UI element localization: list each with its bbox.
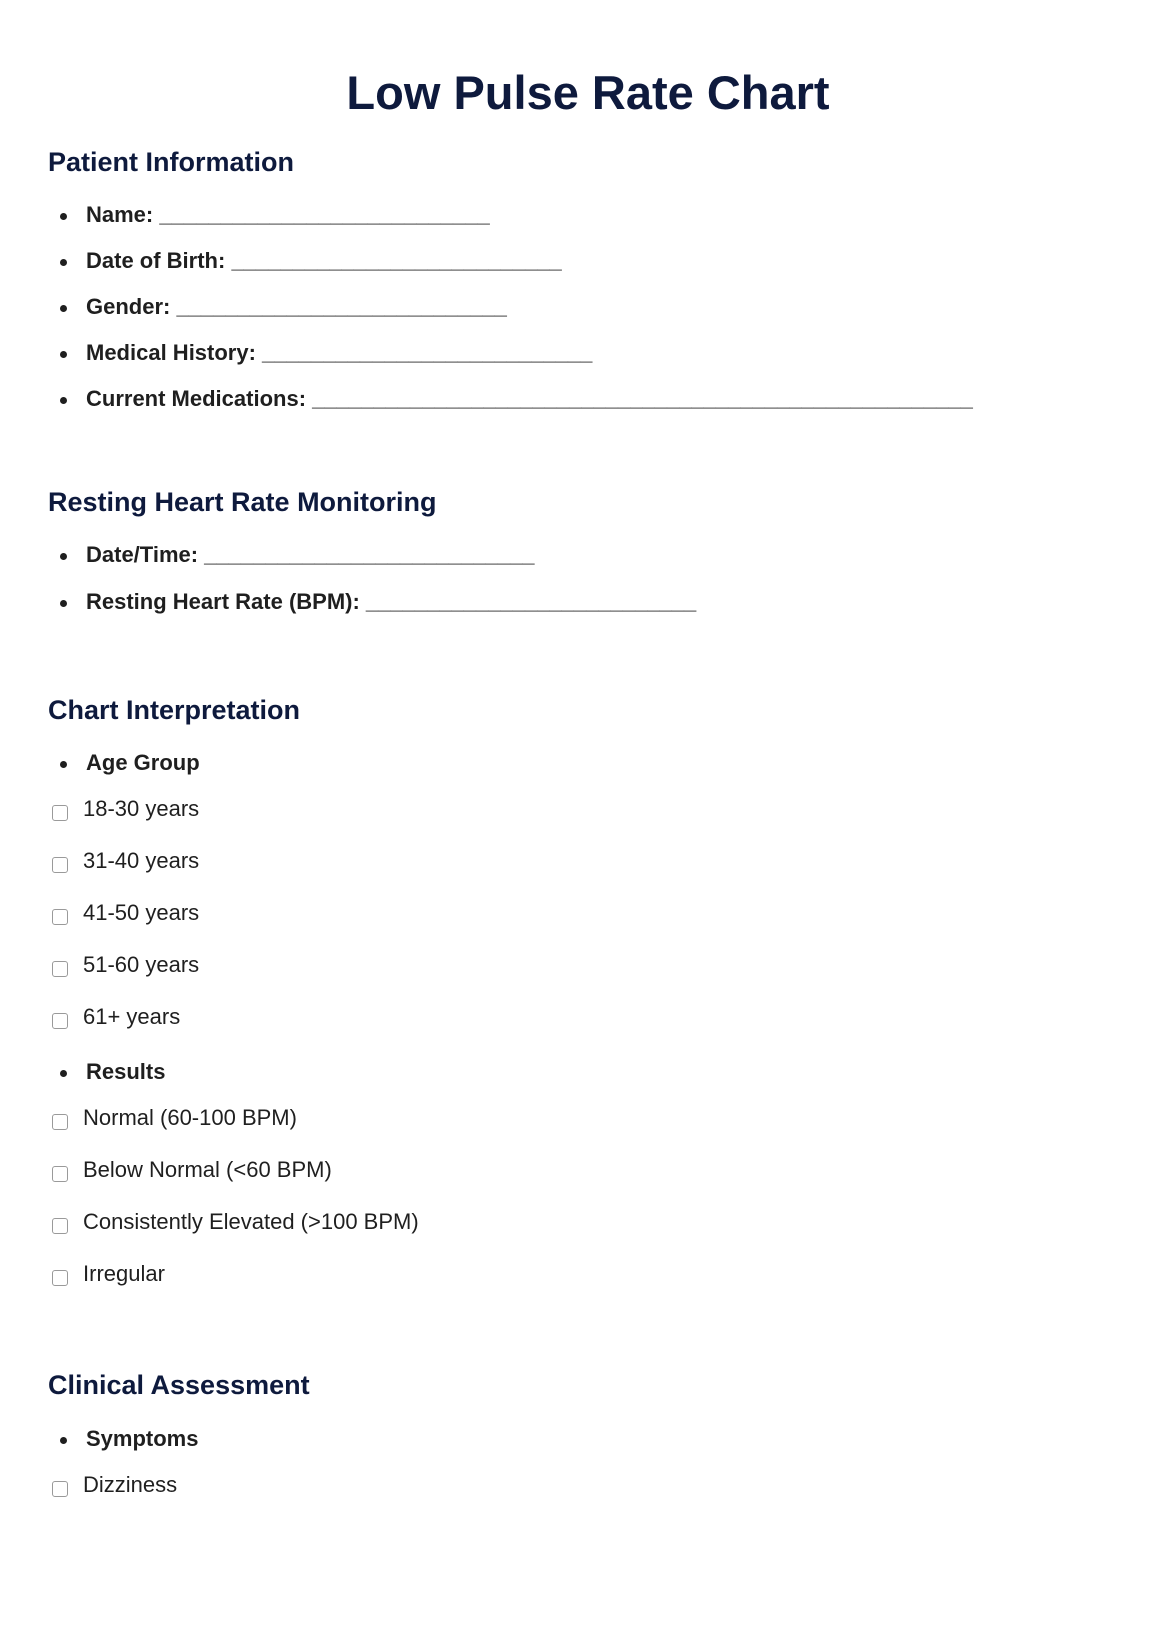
checkbox-label: 31-40 years (83, 848, 200, 873)
page-title: Low Pulse Rate Chart (346, 66, 830, 119)
checkbox[interactable] (52, 857, 68, 873)
checkbox[interactable] (52, 961, 68, 977)
field-gender[interactable]: Gender: ___________________________ (60, 293, 507, 321)
checkbox-label: Normal (60-100 BPM) (83, 1105, 297, 1130)
checkbox[interactable] (52, 1166, 68, 1182)
checkbox-row-age-41-50[interactable] (52, 899, 199, 927)
checkbox-row-result-below-normal[interactable] (52, 1156, 332, 1184)
checkbox[interactable] (52, 1013, 68, 1029)
checkbox-label: 18-30 years (83, 796, 200, 821)
field-medical-history[interactable]: Medical History: ___________________________ (60, 339, 592, 367)
field-date-time[interactable]: Date/Time: ___________________________ (60, 541, 535, 569)
subheading-results: Results (60, 1058, 165, 1086)
section-heading-chart-interpretation: Chart Interpretation (48, 695, 301, 725)
checkbox[interactable] (52, 909, 68, 925)
checkbox-row-age-61-plus[interactable] (52, 1003, 180, 1031)
checkbox[interactable] (52, 1114, 68, 1130)
checkbox-row-age-18-30[interactable] (52, 795, 199, 823)
checkbox-label: Consistently Elevated (>100 BPM) (83, 1209, 419, 1234)
checkbox[interactable] (52, 1218, 68, 1234)
checkbox-label: 61+ years (83, 1004, 181, 1029)
checkbox-row-age-51-60[interactable] (52, 951, 199, 979)
field-name[interactable]: Name: ___________________________ (60, 201, 490, 229)
subheading-symptoms: Symptoms (60, 1425, 198, 1453)
checkbox-label: Irregular (83, 1261, 165, 1286)
checkbox[interactable] (52, 1270, 68, 1286)
checkbox-row-result-normal[interactable] (52, 1104, 297, 1132)
section-heading-patient-information: Patient Information (48, 147, 295, 177)
checkbox-row-symptom-dizziness[interactable] (52, 1471, 177, 1499)
field-date-of-birth[interactable]: Date of Birth: ___________________________ (60, 247, 562, 275)
section-heading-clinical-assessment: Clinical Assessment (48, 1370, 310, 1400)
checkbox-label: Below Normal (<60 BPM) (83, 1157, 332, 1182)
checkbox-row-age-31-40[interactable] (52, 847, 199, 875)
checkbox[interactable] (52, 805, 68, 821)
checkbox-row-result-elevated[interactable] (52, 1208, 419, 1236)
field-resting-heart-rate[interactable]: Resting Heart Rate (BPM): ___________________________ (60, 588, 696, 616)
field-current-medications[interactable]: Current Medications: ______________________________________________________ (60, 385, 973, 413)
checkbox-label: 41-50 years (83, 900, 200, 925)
subheading-age-group: Age Group (60, 749, 200, 777)
checkbox[interactable] (52, 1481, 68, 1497)
checkbox-label: Dizziness (83, 1472, 178, 1497)
checkbox-row-result-irregular[interactable] (52, 1260, 165, 1288)
checkbox-label: 51-60 years (83, 952, 200, 977)
section-heading-resting-heart-rate: Resting Heart Rate Monitoring (48, 487, 437, 517)
